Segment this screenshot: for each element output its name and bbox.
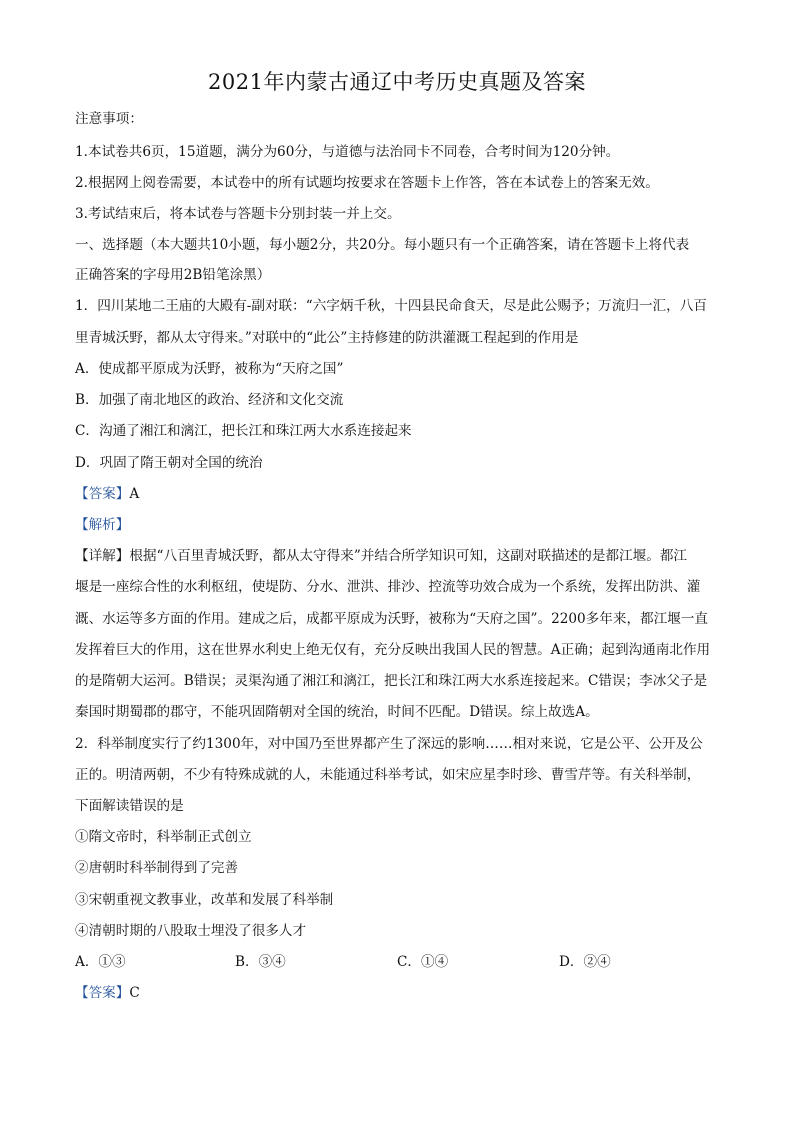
- analysis-tag: 【解析】: [75, 517, 130, 533]
- q2-statement-1: ①隋文帝时，科举制正式创立: [75, 829, 252, 845]
- q1-option-a: A．使成都平原成为沃野，被称为“天府之国”: [75, 361, 344, 377]
- q2-answer: [75, 983, 725, 1003]
- q1-option-d: D．巩固了隋王朝对全国的统治: [75, 455, 263, 471]
- q2-statement-3: ③宋朝重视文教事业，改革和发展了科举制: [75, 892, 334, 908]
- q2-stem-line-1: 2．科举制度实行了约1300年，对中国乃至世界都产生了深远的影响……相对来说，它是公平、公开及公: [75, 736, 703, 752]
- q1-option-c: C．沟通了湘江和漓江，把长江和珠江两大水系连接起来: [75, 423, 412, 439]
- q2-option-c: C．①④: [397, 954, 449, 970]
- q2-stem-line-3: 下面解读错误的是: [75, 798, 184, 814]
- q1-detail-line-2: 堰是一座综合性的水利枢纽，使堤防、分水、泄洪、排沙、控流等功效合成为一个系统，发挥出防洪、灌: [75, 579, 701, 595]
- q2-option-b: B．③④: [235, 954, 286, 970]
- section-heading-line-1: 一、选择题（本大题共10小题，每小题2分，共20分。每小题只有一个正确答案，请在答题卡上将代表: [75, 237, 690, 253]
- q1-detail-line-5: 的是隋朝大运河。B错误；灵渠沟通了湘江和漓江，把长江和珠江两大水系连接起来。C错误；李冰父子是: [75, 673, 708, 689]
- notice-item-1: 1.本试卷共6页，15道题，满分为60分，与道德与法治同卡不同卷，合考时间为120分钟。: [75, 144, 620, 160]
- answer-tag: 【答案】: [75, 985, 130, 1001]
- q2-stem-line-2: 正的。明清两朝，不少有特殊成就的人，未能通过科举考试，如宋应星李时珍、曹雪芹等。有关科举制，: [75, 767, 701, 783]
- notice-item-2: 2.根据网上阅卷需要，本试卷中的所有试题均按要求在答题卡上作答，答在本试卷上的答案无效。: [75, 175, 659, 191]
- answer-value: C: [129, 985, 140, 1001]
- q2-statement-4: ④清朝时期的八股取士埋没了很多人才: [75, 923, 307, 939]
- q2-statement-2: ②唐朝时科举制得到了完善: [75, 860, 239, 876]
- section-heading-line-2: 正确答案的字母用2B铅笔涂黑）: [75, 267, 271, 283]
- notice-heading: 注意事项：: [75, 111, 143, 127]
- q1-stem-line-1: 1．四川某地二王庙的大殿有-副对联：“六字炳千秋，十四县民命食天，尽是此公赐予；万流归一汇，八百: [75, 298, 707, 314]
- q1-detail-line-6: 秦国时期蜀郡的郡守，不能巩固隋朝对全国的统治，时间不匹配。D错误。综上故选A。: [75, 704, 599, 720]
- q2-option-d: D．②④: [559, 954, 611, 970]
- q1-detail-line-3: 溉、水运等多方面的作用。建成之后，成都平原成为沃野，被称为“天府之国”。2200多年来，都江堰一直: [75, 611, 709, 627]
- q1-detail-line-1: [75, 546, 725, 566]
- q1-analysis-tag: [75, 515, 725, 535]
- q2-option-a: A．①③: [75, 954, 126, 970]
- q1-stem-line-2: 里青城沃野，都从太守得来。”对联中的“此公”主持修建的防洪灌溉工程起到的作用是: [75, 330, 579, 346]
- q1-option-b: B．加强了南北地区的政治、经济和文化交流: [75, 392, 344, 408]
- q1-answer: [75, 484, 725, 504]
- q1-detail-line-4: 发挥着巨大的作用，这在世界水利史上绝无仅有，充分反映出我国人民的智慧。A正确；起到沟通南北作用: [75, 642, 711, 658]
- detail-tag: 【详解】: [75, 548, 130, 564]
- answer-value: A: [129, 486, 140, 502]
- page-title: 2021年内蒙古通辽中考历史真题及答案: [208, 70, 586, 94]
- detail-text: 根据“八百里青城沃野，都从太守得来”并结合所学知识可知，这副对联描述的是都江堰。都江: [129, 548, 688, 564]
- answer-tag: 【答案】: [75, 486, 130, 502]
- notice-item-3: 3.考试结束后，将本试卷与答题卡分别封装一并上交。: [75, 206, 401, 222]
